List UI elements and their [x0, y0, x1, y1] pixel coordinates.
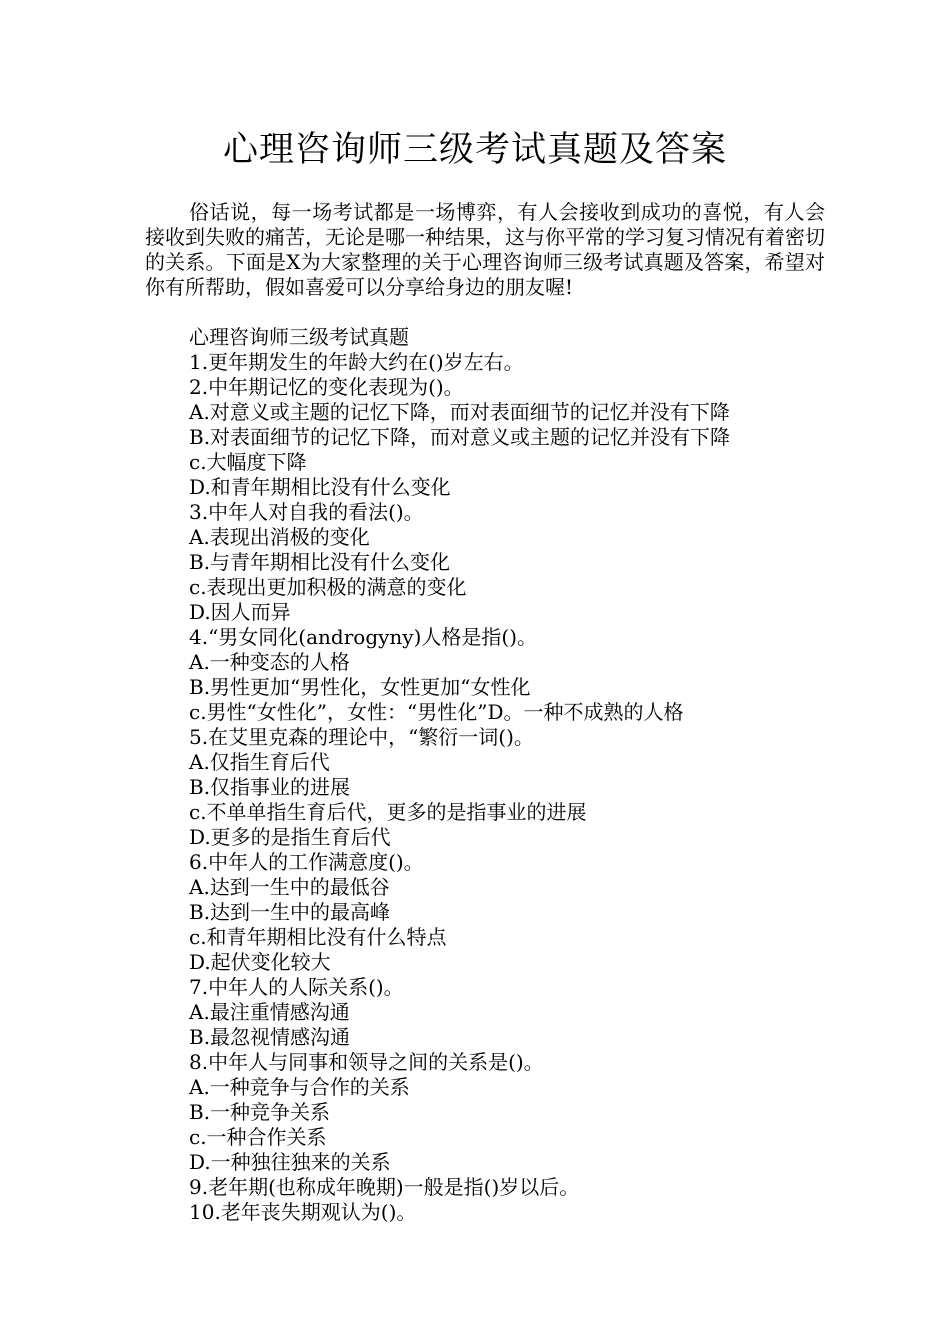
option-line: B.男性更加“男性化，女性更加“女性化 — [189, 675, 531, 699]
question-line: 3.中年人对自我的看法()。 — [189, 500, 424, 524]
question-line: 4.“男女同化(androgyny)人格是指()。 — [189, 625, 538, 649]
option-line: A.表现出消极的变化 — [189, 525, 370, 549]
option-line: A.最注重情感沟通 — [189, 1000, 350, 1024]
option-line: B.对表面细节的记忆下降，而对意义或主题的记忆并没有下降 — [189, 425, 731, 449]
option-line: D.起伏变化较大 — [189, 950, 331, 974]
intro-paragraph: 俗话说，每一场考试都是一场博弈，有人会接收到成功的喜悦，有人会接收到失败的痛苦，无论是哪一种结果，这与你平常的学习复习情况有着密切的关系。下面是X为大家整理的关于心理咨询师三级考试真题及答案，希望对你有所帮助，假如喜爱可以分享给身边的朋友喔! — [145, 200, 825, 299]
section-heading: 心理咨询师三级考试真题 — [189, 325, 409, 349]
option-line: A.一种竞争与合作的关系 — [189, 1075, 410, 1099]
question-line: 7.中年人的人际关系()。 — [189, 975, 404, 999]
question-line: 6.中年人的工作满意度()。 — [189, 850, 424, 874]
option-line: B.与青年期相比没有什么变化 — [189, 550, 451, 574]
option-line: D.一种独往独来的关系 — [189, 1150, 391, 1174]
option-line: B.达到一生中的最高峰 — [189, 900, 391, 924]
option-line: A.一种变态的人格 — [189, 650, 350, 674]
option-line: c.男性“女性化”，女性：“男性化”D。一种不成熟的人格 — [189, 700, 684, 724]
option-line: B.一种竞争关系 — [189, 1100, 331, 1124]
option-line: c.和青年期相比没有什么特点 — [189, 925, 447, 949]
option-line: A.对意义或主题的记忆下降，而对表面细节的记忆并没有下降 — [189, 400, 730, 424]
question-line: 10.老年丧失期观认为()。 — [189, 1200, 417, 1224]
question-list — [189, 325, 829, 1225]
question-line: 9.老年期(也称成年晚期)一般是指()岁以后。 — [189, 1175, 580, 1199]
option-line: B.最忽视情感沟通 — [189, 1025, 351, 1049]
option-line: c.大幅度下降 — [189, 450, 307, 474]
option-line: A.达到一生中的最低谷 — [189, 875, 390, 899]
option-line: D.和青年期相比没有什么变化 — [189, 475, 451, 499]
option-line: D.更多的是指生育后代 — [189, 825, 391, 849]
option-line: c.一种合作关系 — [189, 1125, 327, 1149]
question-line: 8.中年人与同事和领导之间的关系是()。 — [189, 1050, 544, 1074]
question-line: 2.中年期记忆的变化表现为()。 — [189, 375, 464, 399]
question-line: 1.更年期发生的年龄大约在()岁左右。 — [189, 350, 524, 374]
option-line: c.表现出更加积极的满意的变化 — [189, 575, 467, 599]
option-line: B.仅指事业的进展 — [189, 775, 351, 799]
option-line: c.不单单指生育后代，更多的是指事业的进展 — [189, 800, 587, 824]
document-title: 心理咨询师三级考试真题及答案 — [222, 130, 727, 170]
question-line: 5.在艾里克森的理论中，“繁衍一词()。 — [189, 725, 534, 749]
option-line: A.仅指生育后代 — [189, 750, 330, 774]
option-line: D.因人而异 — [189, 600, 291, 624]
